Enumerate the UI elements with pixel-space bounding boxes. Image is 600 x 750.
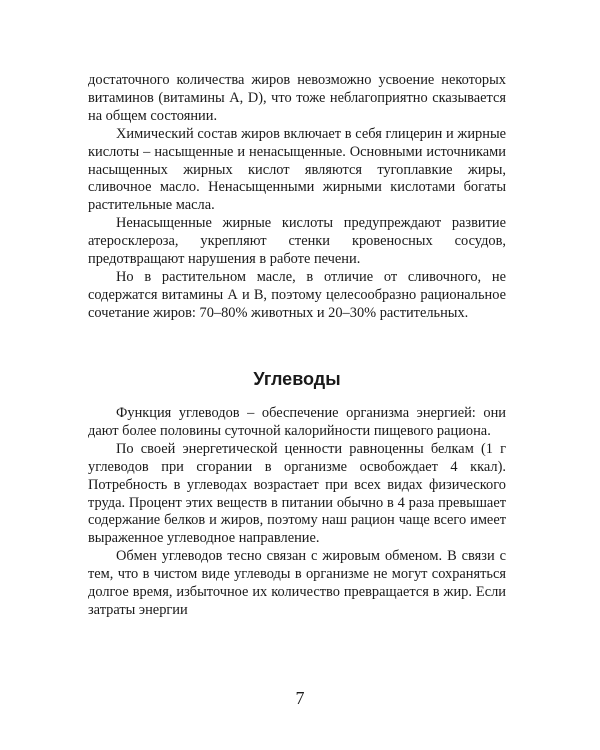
paragraph-carb-function: Функция углеводов – обеспечение организма энергией: они дают более половины суточной калорийности пищевого рациона. [88, 405, 506, 439]
paragraph-fat-ratio: Но в растительном масле, в отличие от сливочного, не содержатся витамины А и В, поэтому целесообразно рациональное сочетание жиров: 70–80% животных и 20–30% растительных. [88, 268, 506, 321]
paragraph-fat-composition: Химический состав жиров включает в себя глицерин и жирные кислоты – насыщенные и ненасыщенные. Основными источниками насыщенных жирных кислот являются тугоплавкие жиры, сливочное масло. Ненасыщенными жирными кислотами богаты растительные масла. [88, 125, 506, 214]
paragraph-carb-energy: По своей энергетической ценности равноценны белкам (1 г углеводов при сгорании в организме освобождает 4 ккал). Потребность в углеводах возрастает при всех видах физического труда. Процент этих веществ в питании обычно в 4 раза превышает содержание белков и жиров, поэтому наш рацион чаще всего имеет выраженное углеводное направление. [88, 440, 506, 547]
section-heading-carbohydrates: Углеводы [253, 369, 341, 389]
paragraph-carb-metabolism: Обмен углеводов тесно связан с жировым обменом. В связи с тем, что в чистом виде углеводы в организме не могут сохраняться долгое время, избыточное их количество превращается в жир. Если затраты энергии [88, 548, 506, 618]
fats-text-block [88, 72, 506, 323]
paragraph-unsaturated-acids: Ненасыщенные жирные кислоты предупреждают развитие атеросклероза, укрепляют стенки кровеносных сосудов, предотвращают нарушения в работе печени. [88, 215, 506, 268]
paragraph-fat-vitamins: достаточного количества жиров невозможно усвоение некоторых витаминов (витамины A, D), что тоже неблагоприятно сказывается на общем состоянии. [88, 72, 506, 124]
page-number: 7 [295, 688, 305, 708]
carbohydrates-text-block [88, 405, 506, 620]
